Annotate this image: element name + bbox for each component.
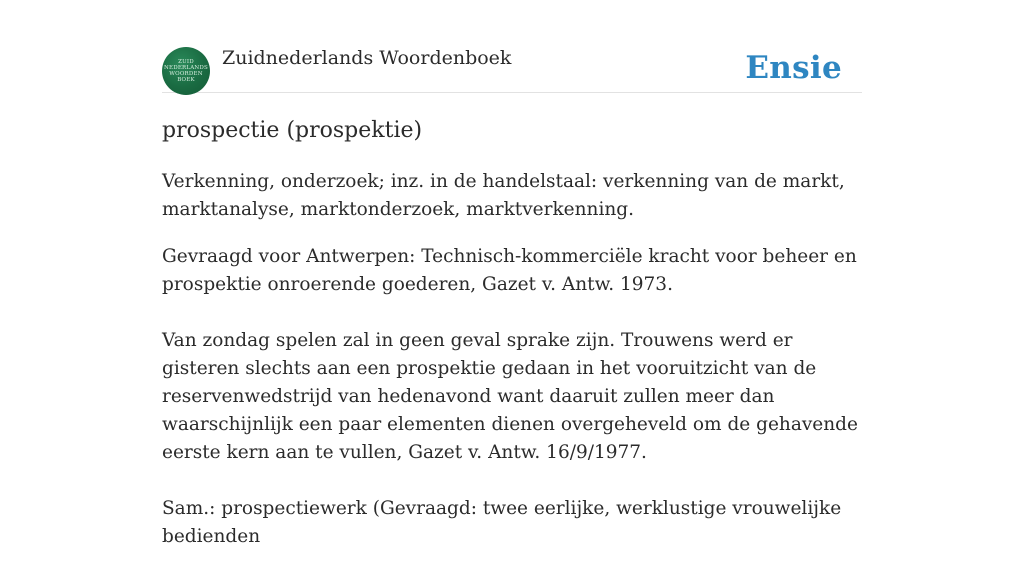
- entry-content: [162, 116, 862, 579]
- entry-definition: Verkenning, onderzoek; inz. in de handelstaal: verkenning van de markt, marktanalyse, marktonderzoek, marktverkenning.: [162, 171, 845, 220]
- brand-logo[interactable]: Ensie: [745, 50, 842, 86]
- entry-example: Sam.: prospectiewerk (Gevraagd: twee eerlijke, werklustige vrouwelijke bedienden: [162, 498, 842, 547]
- entry-example: Van zondag spelen zal in geen geval sprake zijn. Trouwens werd er gisteren slechts aan een prospektie gedaan in het vooruitzicht van de reservenwedstrijd van hedenavond want daaruit zullen meer dan waarschijnlijk een paar elementen dienen overgeheveld om de gehavende eerste kern aan te vullen, Gazet v. Antw. 16/9/1977.: [162, 330, 858, 463]
- site-logo[interactable]: [162, 47, 210, 95]
- entry-headword: prospectie (prospektie): [162, 118, 423, 143]
- site-title[interactable]: Zuidnederlands Woordenboek: [222, 47, 512, 69]
- site-header: [162, 44, 862, 93]
- logo-text-line: BOEK: [177, 77, 195, 83]
- logo-text-line: ZUID: [178, 59, 194, 65]
- logo-text-line: WOORDEN: [169, 71, 203, 77]
- logo-text-line: NEDERLANDS: [163, 65, 208, 71]
- entry-example: Gevraagd voor Antwerpen: Technisch-kommerciële kracht voor beheer en prospektie onroerende goederen, Gazet v. Antw. 1973.: [162, 246, 857, 295]
